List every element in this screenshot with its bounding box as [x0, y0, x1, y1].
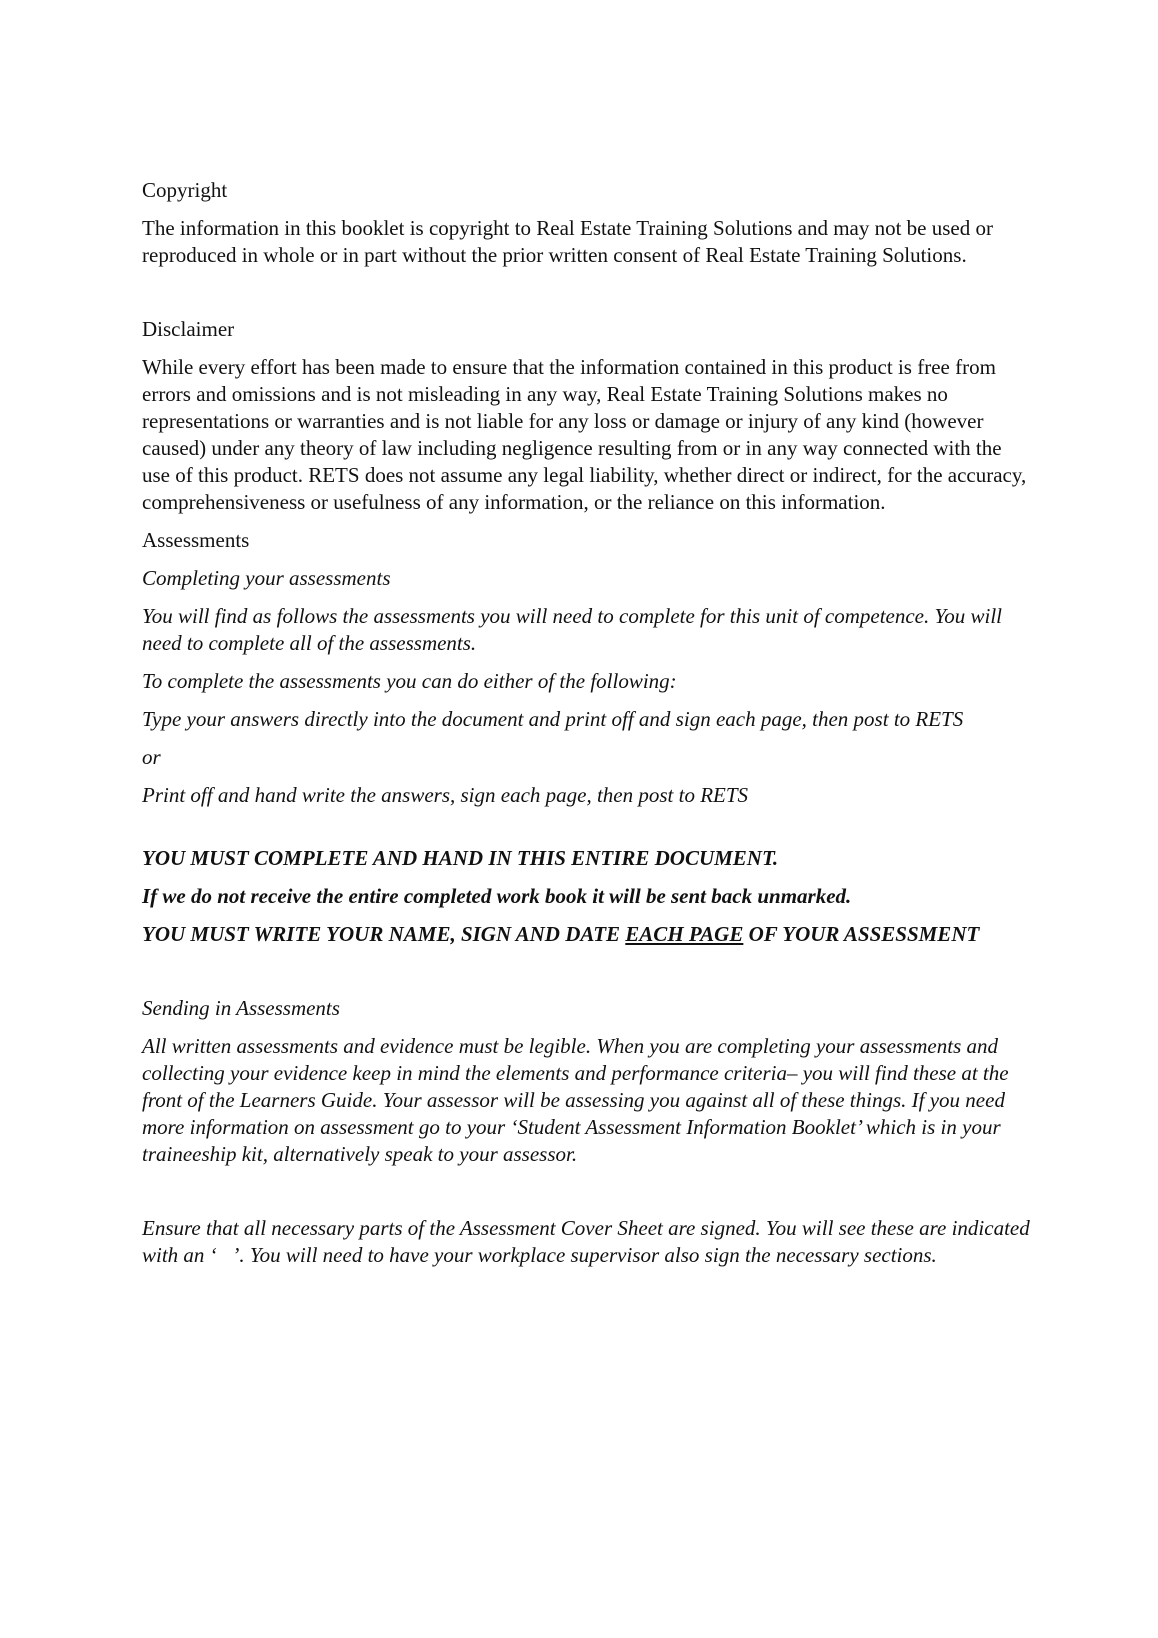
copyright-body: The information in this booklet is copyright to Real Estate Training Solutions and may not be used or reproduced in whole or in part without the prior written consent of Real Estate Training Solutions.	[142, 216, 993, 267]
warning-complete-document: YOU MUST COMPLETE AND HAND IN THIS ENTIRE DOCUMENT.	[142, 846, 779, 870]
warning-sign-each-page	[142, 921, 1032, 948]
cover-sheet-note: Ensure that all necessary parts of the Assessment Cover Sheet are signed. You will see these are indicated with an ‘ ’. You will need to have your workplace supervisor also sign the necessary sections.	[142, 1216, 1030, 1267]
assessments-options-intro: To complete the assessments you can do either of the following:	[142, 669, 677, 693]
sending-assessments-body: All written assessments and evidence must be legible. When you are completing your assessments and collecting your evidence keep in mind the elements and performance criteria– you will find these at the front of the Learners Guide. Your assessor will be assessing you against all of these things. If you need more information on assessment go to your ‘Student Assessment Information Booklet’ which is in your traineeship kit, alternatively speak to your assessor.	[142, 1034, 1009, 1166]
copyright-heading: Copyright	[142, 178, 228, 202]
assessment-option-or: or	[142, 745, 161, 769]
warning-sign-start: YOU MUST WRITE YOUR NAME, SIGN AND DATE	[142, 922, 626, 946]
assessment-option-type: Type your answers directly into the document and print off and sign each page, then post to RETS	[142, 707, 964, 731]
warning-each-page-underlined: EACH PAGE	[625, 922, 744, 946]
assessments-heading: Assessments	[142, 528, 250, 552]
completing-assessments-subheading: Completing your assessments	[142, 566, 391, 590]
disclaimer-heading: Disclaimer	[142, 317, 235, 341]
assessments-intro: You will find as follows the assessments you will need to complete for this unit of competence. You will need to complete all of the assessments.	[142, 604, 1003, 655]
disclaimer-body: While every effort has been made to ensure that the information contained in this product is free from errors and omissions and is not misleading in any way, Real Estate Training Solutions makes no representations or warranties and is not liable for any loss or damage or injury of any kind (however caused) under any theory of law including negligence resulting from or in any way connected with the use of this product. RETS does not assume any legal liability, whether direct or indirect, for the accuracy, comprehensiveness or usefulness of any information, or the reliance on this information.	[142, 355, 1027, 514]
warning-sign-end: OF YOUR ASSESSMENT	[743, 922, 980, 946]
document-page	[142, 177, 1032, 1280]
sending-assessments-heading: Sending in Assessments	[142, 996, 340, 1020]
warning-unmarked: If we do not receive the entire completed work book it will be sent back unmarked.	[142, 884, 852, 908]
assessment-option-handwrite: Print off and hand write the answers, sign each page, then post to RETS	[142, 783, 749, 807]
